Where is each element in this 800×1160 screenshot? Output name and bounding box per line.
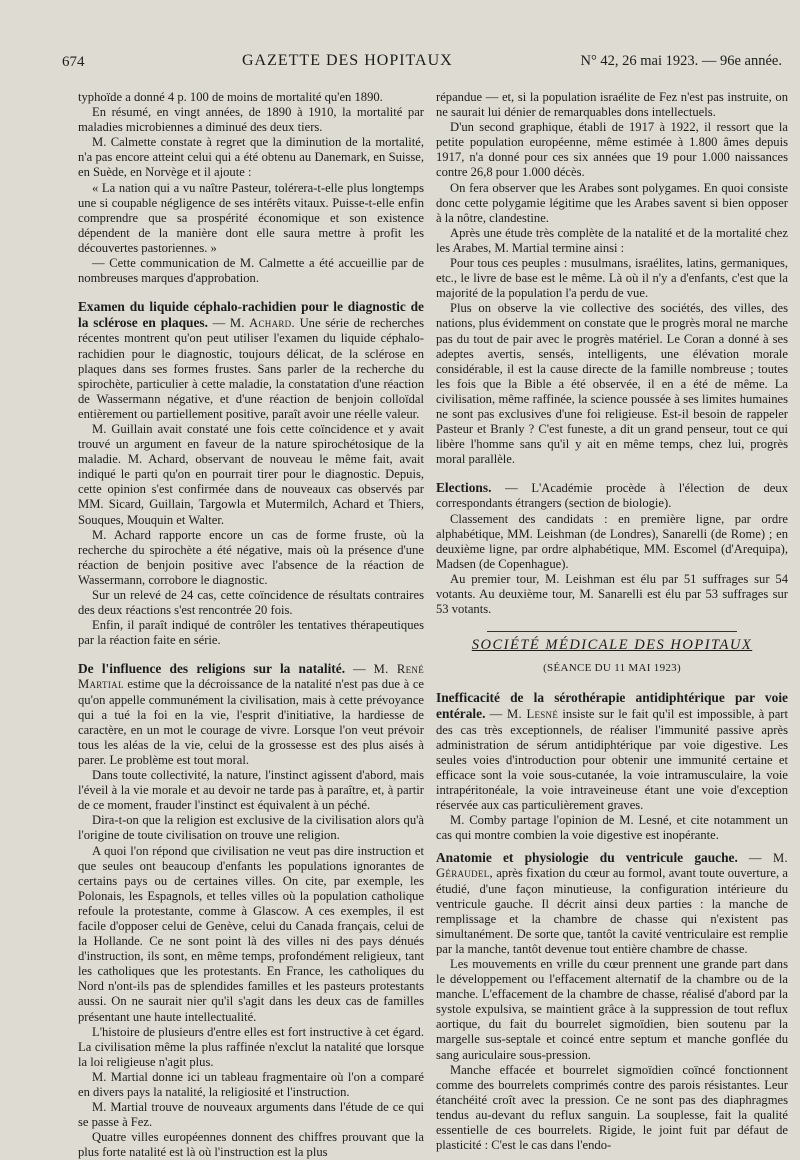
paragraph: Sur un relevé de 24 cas, cette coïncidence de résultats contraires des deux réactions s'est rencontrée 20 fois. — [78, 588, 424, 618]
paragraph: Enfin, il paraît indiqué de contrôler les tentatives thérapeutiques par la réaction faite en série. — [78, 618, 424, 648]
paragraph: D'un second graphique, établi de 1917 à 1922, il ressort que la petite population européenne, même estimée à 1.800 âmes depuis 1917, n'a donné pour ces six années que 19 pour 1.000 naissances contre 26,8 pour 1.000 décès. — [436, 120, 788, 180]
paragraph: Après une étude très complète de la natalité et de la mortalité chez les Arabes, M. Martial termine ainsi : — [436, 225, 788, 255]
paragraph: Pour tous ces peuples : musulmans, israélites, latins, germaniques, etc., le livre de base est le même. Là où il n'y a d'enfants, c'est que la majorité de la population l'a perdu de vue. — [436, 256, 788, 301]
paragraph: M. Achard rapporte encore un cas de forme fruste, où la recherche du spirochète a été négative, mais où la présence d'une réaction de benjoin positive avec l'absence de la réaction de Wassermann, corrobore le diagnostic. — [78, 527, 424, 587]
society-heading: SOCIÉTÉ MÉDICALE DES HOPITAUX — [471, 637, 753, 654]
session-date: (SÉANCE DU 11 MAI 1923) — [543, 662, 681, 675]
paragraph: — Cette communication de M. Calmette a été accueillie par de nombreuses marques d'approbation. — [78, 256, 424, 286]
paragraph-text: insiste sur le fait qu'il est impossible, à part des cas très exceptionnels, de réaliser l'immunité passive après administration de sérum antidiphtérique par voie digestive. Les seules voies d'introduction pour obtenir une immunité certaine et efficace sont la voie sous-cutanée, la voie intramusculaire, la voie intrapéritonéale, la voie intraveineuse étant une voie d'exception réservée aux cas particulièrement graves. — [436, 707, 788, 813]
paragraph-text: après fixation du cœur au formol, avant toute ouverture, a étudié, d'une façon minutieuse, la configuration intérieure du ventricule gauche. Il décrit ainsi deux parties : la manche de remplissage et la chambre de chasse qui n'existent pas simultanément. De sorte que, tantôt la cavité ventriculaire est remplie par la manche, tantôt devenue tout entière chambre de chasse. — [436, 866, 788, 956]
paragraph: typhoïde a donné 4 p. 100 de moins de mortalité qu'en 1890. — [78, 90, 383, 104]
paragraph-text: estime que la décroissance de la natalité n'est pas due à ce qu'on appelle communément la civilisation, mais à cette prévoyance qui a tué la foi en la vie, l'esprit d'initiative, la hardiesse de caractère, en un mot le courage de vivre. Lorsque l'on veut prévoir tous les aléas de la vie, celui de la grossesse est des plus aisés à parer. Le problème est tout moral. — [78, 677, 424, 767]
paragraph: M. Martial donne ici un tableau fragmentaire où l'on a comparé en divers pays la natalité, la religiosité et l'instruction. — [78, 1069, 424, 1099]
paragraph: Classement des candidats : en première ligne, par ordre alphabétique, MM. Leishman (de Londres), Sanarelli (de Rome) ; en deuxième ligne, par ordre alphabétique, MM. Escomel (d'Arequipa), Madsen (de Copenhague). — [436, 511, 788, 571]
paragraph: Dans toute collectivité, la nature, l'instinct agissent d'abord, mais l'éveil à la vie morale et au devoir ne tarde pas à paraître, et, à partir de ce moment, frauder l'instinct est équivalent à un péché. — [78, 768, 424, 813]
section-divider — [487, 631, 737, 632]
section-heading: Examen du liquide céphalo-rachidien pour le diagnostic de la sclérose en plaques. — [78, 299, 424, 331]
author-name: M. René Martial — [78, 662, 424, 692]
paragraph: Plus on observe la vie collective des sociétés, des villes, des nations, plus évidemment on constate que le progrès moral ne marche pas du tout de pair avec le progrès matériel. Le Coran a donné à ses adeptes avertis, sensés, intelligents, une élévation morale considérable, il est la cause directe de la famille nombreuse ; toutes les fois que la Bible a été observée, il en a été de même. La civilisation, même raffinée, la science poussée à ses limites humaines ne sont pas exclusives d'une foi religieuse. Est-il besoin de rappeler Pasteur et Branly ? C'est funeste, a dit un grand penseur, tout ce qui libère l'homme sans qu'il y ait en même temps, chez lui, progrès moral parallèle. — [436, 301, 788, 467]
section-elections — [436, 480, 788, 511]
author-name: — M. Géraudel, — [436, 851, 788, 881]
paragraph: Dira-t-on que la religion est exclusive de la civilisation alors qu'à l'origine de toute civilisation on trouve une religion. — [78, 813, 424, 843]
paragraph: M. Calmette constate à regret que la diminution de la mortalité, n'a pas encore atteint celui qui a été obtenu au Danemark, en Suisse, en Suède, en Norvège et il ajoute : — [78, 135, 424, 180]
paragraph: M. Comby partage l'opinion de M. Lesné, et cite notamment un cas qui montre combien la voie digestive est inopérante. — [436, 813, 788, 843]
paragraph: En résumé, en vingt années, de 1890 à 1910, la mortalité par maladies microbiennes a diminué des deux tiers. — [78, 105, 424, 135]
section-achard: Examen du liquide céphalo-rachidien pour le diagnostic de la sclérose en plaques. — M. Achard. Une série de recherches récentes montrent qu'on peut utiliser l'examen du liquide céphalo-rachidien pour le diagnostic, toujours délicat, de la sclérose en plaques dans ses formes frustes. Sans parler de la recherche du spirochète, particulier à cette maladie, la constatation d'une réaction de Wassermann négative, et d'une réaction de benjoin colloïdal entièrement ou partiellement positive, paraît avoir une réelle valeur. — [78, 299, 424, 421]
issue-info: N° 42, 26 mai 1923. — 96e année. — [580, 53, 782, 69]
journal-title: GAZETTE DES HOPITAUX — [242, 52, 453, 69]
paragraph: M. Guillain avait constaté une fois cette coïncidence et y avait trouvé un argument en faveur de la nature spirochétosique de la maladie. M. Achard, observant de nouveau le même fait, avait indiqué le parti qu'on en pourrait tirer pour le diagnostic. Depuis, cette opinion s'est confirmée dans de nouveaux cas observés par MM. Sicard, Guillain, Targowla et Mutermilch, Achard et Thiers, Souques, Mouquin et Walter. — [78, 421, 424, 527]
section-heading: Elections. — [436, 480, 492, 496]
paragraph: répandue — et, si la population israélite de Fez n'est pas instruite, on ne saurait lui dénier de remarquables dons intellectuels. — [436, 90, 788, 120]
section-heading: De l'influence des religions sur la natalité. — [78, 661, 346, 677]
paragraph: M. Martial trouve de nouveaux arguments dans l'étude de ce qui se passe à Fez. — [78, 1100, 424, 1130]
section-martial: De l'influence des religions sur la natalité. — M. René Martial estime que la décroissance de la natalité n'est pas due à ce qu'on appelle communément la civilisation, mais à cette prévoyance qui a tué la foi en la vie, l'esprit d'initiative, la hardiesse de caractère, en un mot le courage de vivre. Lorsque l'on veut prévoir tous les aléas de la vie, celui de la grossesse est des plus aisés à parer. Le problème est tout moral. — [78, 661, 424, 767]
paragraph: L'histoire de plusieurs d'entre elles est fort instructive à cet égard. La civilisation même la plus raffinée n'exclut la natalité que lorsque la loi religieuse n'agit plus. — [78, 1024, 424, 1069]
page-header — [62, 50, 782, 76]
paragraph: Au premier tour, M. Leishman est élu par 51 suffrages sur 54 votants. Au deuxième tour, M. Sanarelli est élu par 53 suffrages sur 53 votants. — [436, 571, 788, 617]
section-heading: Anatomie et physiologie du ventricule gauche. — [436, 850, 738, 866]
paragraph: On fera observer que les Arabes sont polygames. En quoi consiste donc cette polygamie légitime que les Arabes savent si bien opposer à la nôtre, clandestine. — [436, 180, 788, 225]
paragraph-text: — L'Académie procède à l'élection de deux correspondants étrangers (section de biologie). — [436, 481, 788, 511]
section-lesne — [436, 690, 788, 813]
author-name: M. Achard. — [229, 316, 295, 331]
paragraph: A quoi l'on répond que civilisation ne veut pas dire instruction et que seules ont beaucoup d'enfants les populations ignorantes de certains pays ou de certaines villes. On cite, par exemple, les Polonais, les Espagnols, et telles villes où la population catholique refoule la protestante, comme à Glascow. A ces exemples, il est facile d'opposer celui de Genève, celui du Canada français, celui de la Hollande. Ce ne sont point là des villes ni des pays dénués d'instruction, ils sont, en même temps, profondément religieux, tant les catholiques que les protestants. En France, les catholiques du Nord n'ont-ils pas de splendides familles et les pasteurs protestants aussi. On ne saurait nier qu'il s'agit dans les deux cas de familles présentant une haute intellectualité. — [78, 843, 424, 1024]
section-geraudel — [436, 850, 788, 957]
paragraph: « La nation qui a vu naître Pasteur, tolérera-t-elle plus longtemps une si coupable négligence de ses intérêts vitaux. Puisse-t-elle enfin comprendre que sa prospérité économique et son existence dépendent de la manière dont elle saura mettre à profit les découvertes pastoriennes. » — [78, 180, 424, 255]
right-column — [436, 90, 788, 1153]
section-heading: Inefficacité de la sérothérapie antidiphtérique par voie entérale. — [436, 690, 788, 722]
paragraph-text: Une série de recherches récentes montrent qu'on peut utiliser l'examen du liquide céphalo-rachidien pour le diagnostic, toujours délicat, de la sclérose en plaques dans ses formes frustes. Sans parler de la recherche du spirochète, particulier à cette maladie, la constatation d'une réaction de Wassermann négative, et d'une réaction de benjoin colloïdal entièrement ou partiellement positive, paraît avoir une réelle valeur. — [78, 316, 424, 421]
paragraph: Les mouvements en vrille du cœur prennent une grande part dans le développement ou l'effacement alternatif de la chambre ou de la manche. L'effacement de la chambre de chasse, réalisé d'abord par la systole expulsiva, se maintient grâce à la suppression de tout reflux aortique, du fait du bourrelet sigmoïdien, bien soutenu par la margelle sus-septale et coincé entre septum et manche gonflée du sang auriculaire sous-pression. — [436, 956, 788, 1062]
page-number: 674 — [62, 54, 85, 70]
paragraph: Quatre villes européennes donnent des chiffres prouvant que la plus forte natalité est là où l'instruction est la plus — [78, 1130, 424, 1160]
paragraph: Manche effacée et bourrelet sigmoïdien coïncé fonctionnent comme des bourrelets comprimés contre des parois résistantes. Leur étanchéité croît avec la pression. Ce ne sont pas des diaphragmes tendus au-devant du reflux sanguin. La souplesse, fait la qualité essentielle de ces bourrelets. Rigide, le joint fuit par défaut de plasticité : C'est le cas dans l'endo- — [436, 1062, 788, 1153]
left-column — [78, 90, 424, 1160]
author-name: — M. Lesné — [489, 707, 559, 722]
